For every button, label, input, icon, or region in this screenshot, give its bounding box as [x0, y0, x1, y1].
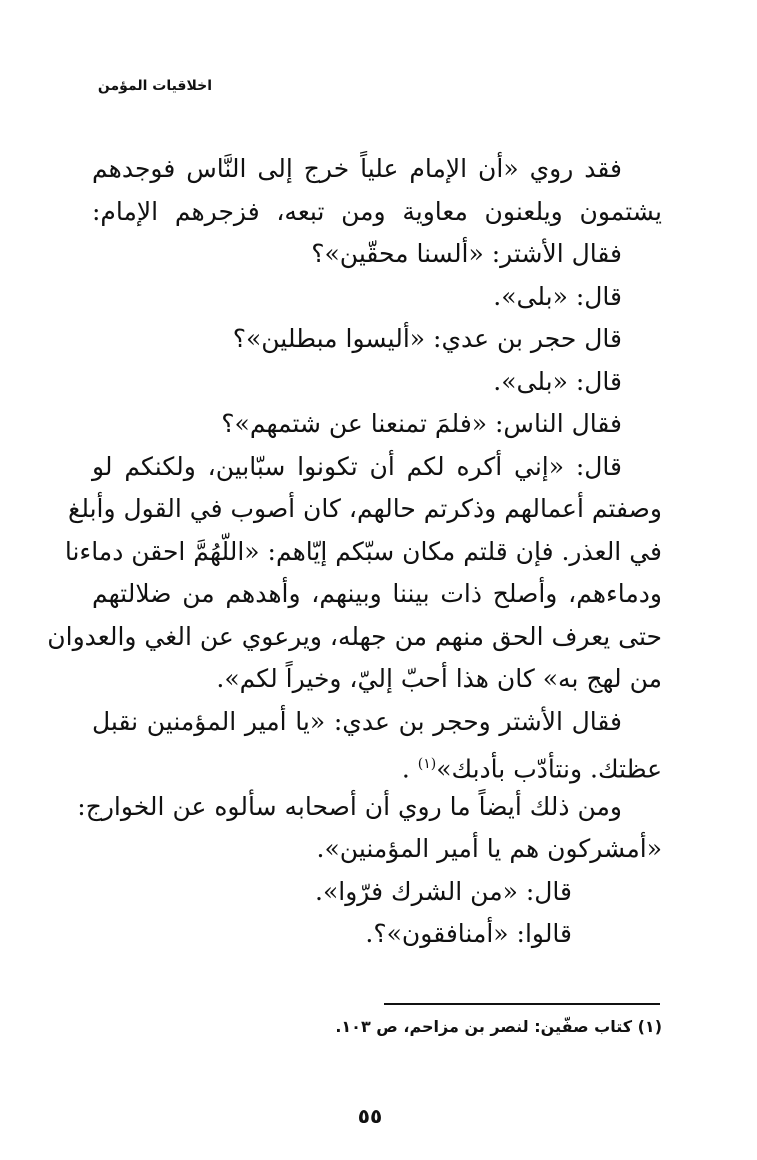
- body-text: [47, 148, 662, 956]
- body-line-15-text: عظتك. ونتأدّب بأدبك»: [436, 754, 662, 784]
- body-line-18: قال: «من الشرك فرّوا».: [315, 876, 572, 906]
- body-line-9: وصفتم أعمالهم وذكرتم حالهم، كان أصوب في القول وأبلغ: [68, 494, 662, 523]
- body-line-6: قال: «بلى».: [493, 366, 622, 396]
- body-line-16: ومن ذلك أيضاً ما روي أن أصحابه سألوه عن الخوارج:: [77, 791, 622, 821]
- body-line-8: قال: «إني أكره لكم أن تكونوا سبّابين، ولكنكم لو: [92, 451, 622, 481]
- body-line-3: فقال الأشتر: «ألسنا محقّين»؟: [311, 239, 622, 268]
- body-line-5: قال حجر بن عدي: «أليسوا مبطلين»؟: [232, 324, 622, 353]
- body-line-7: فقال الناس: «فلمَ تمنعنا عن شتمهم»؟: [221, 409, 622, 438]
- body-line-4: قال: «بلى».: [493, 281, 622, 311]
- body-line-2: يشتمون ويلعنون معاوية ومن تبعه، فزجرهم الإمام:: [92, 196, 662, 226]
- footnote: (١) كتاب صفّين: لنصر بن مزاحم، ص ١٠٣.: [335, 1017, 662, 1036]
- body-line-1: فقد روي «أن الإمام علياً خرج إلى النَّاس فوجدهم: [92, 154, 622, 183]
- page-number: ٥٥: [357, 1104, 383, 1128]
- body-line-19: قالوا: «أمنافقون»؟.: [365, 919, 572, 948]
- body-line-10: في العذر. فإن قلتم مكان سبّكم إيّاهم: «اللّهُمَّ احقن دماءنا: [64, 536, 662, 566]
- body-line-11: ودماءهم، وأصلح ذات بيننا وبينهم، وأهدهم من ضلالتهم: [92, 579, 662, 608]
- running-header: اخلاقيات المؤمن: [97, 78, 212, 94]
- body-line-17: «أمشركون هم يا أمير المؤمنين».: [316, 834, 662, 863]
- body-line-15: [92, 743, 662, 786]
- body-line-12: حتى يعرف الحق منهم من جهله، ويرعوي عن الغي والعدوان: [47, 621, 662, 651]
- body-line-13: من لهج به» كان هذا أحبّ إليّ، وخيراً لكم».: [216, 664, 662, 693]
- footnote-divider: [384, 1003, 660, 1005]
- footnote-marker: (١): [417, 756, 437, 772]
- line-end-period: .: [401, 754, 410, 784]
- body-line-14: فقال الأشتر وحجر بن عدي: «يا أمير المؤمنين نقبل: [92, 706, 622, 736]
